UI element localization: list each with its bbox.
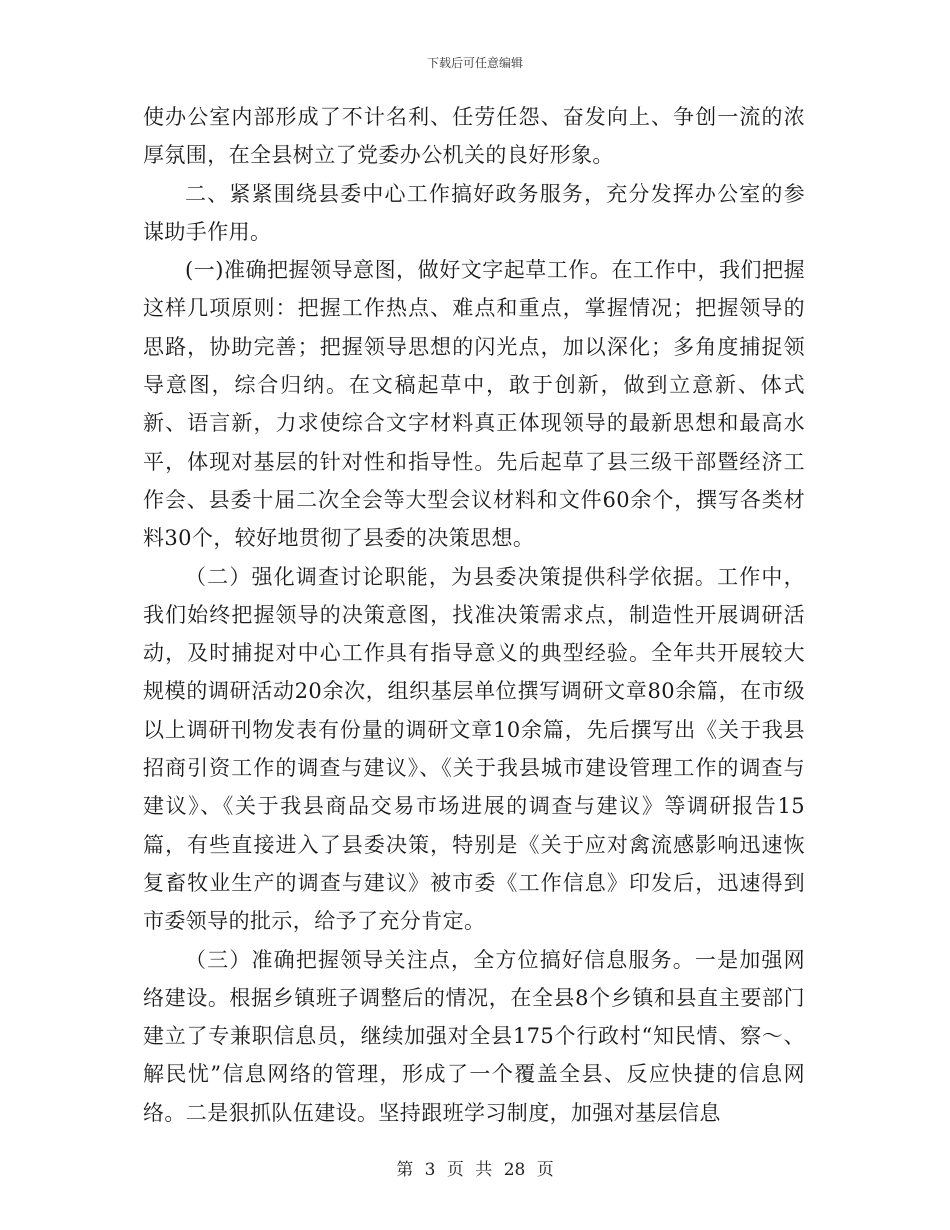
paragraph-item-two: （二）强化调查讨论职能，为县委决策提供科学依据。工作中，我们始终把握领导的决策意图，找准决策需求点，制造性开展调研活动，及时捕捉对中心工作具有指导意义的典型经验。全年共开展较大规模的调研活动20余次，组织基层单位撰写调研文章80余篇，在市级以上调研刊物发表有份量的调研文章10余篇，先后撰写出《关于我县招商引资工作的调查与建议》、《关于我县城市建设管理工作的调查与建议》、《关于我县商品交易市场进展的调查与建议》等调研报告15篇，有些直接进入了县委决策，特别是《关于应对禽流感影响迅速恢复畜牧业生产的调查与建议》被市委《工作信息》印发后，迅速得到市委领导的批示，给予了充分肯定。 [143,564,805,934]
paragraph-item-one: (一)准确把握领导意图，做好文字起草工作。在工作中，我们把握这样几项原则：把握工作热点、难点和重点，掌握情况；把握领导的思路，协助完善；把握领导思想的闪光点，加以深化；多角度捕捉领导意图，综合归纳。在文稿起草中，敢于创新，做到立意新、体式新、语言新，力求使综合文字材料真正体现领导的最新思想和最高水平，体现对基层的针对性和指导性。先后起草了县三级干部暨经济工作会、县委十届二次全会等大型会议材料和文件60余个，撰写各类材料30个，较好地贯彻了县委的决策思想。 [143,258,805,551]
page-header-note: 下载后可任意编辑 [426,56,523,70]
paragraph-continuation: 使办公室内部形成了不计名利、任劳任怨、奋发向上、争创一流的浓厚氛围，在全县树立了党委办公机关的良好形象。 [143,105,805,168]
paragraph-section-two-heading: 二、紧紧围绕县委中心工作搞好政务服务，充分发挥办公室的参谋助手作用。 [143,181,805,244]
paragraph-item-three: （三）准确把握领导关注点，全方位搞好信息服务。一是加强网络建设。根据乡镇班子调整后的情况，在全县8个乡镇和县直主要部门建立了专兼职信息员，继续加强对全县175个行政村“知民情、察～、解民忧”信息网络的管理，形成了一个覆盖全县、反应快捷的信息网络。二是狠抓队伍建设。坚持跟班学习制度，加强对基层信息 [143,947,805,1125]
document-body [143,98,805,1132]
page-number-footer: 第 3 页 共 28 页 [396,1160,554,1180]
